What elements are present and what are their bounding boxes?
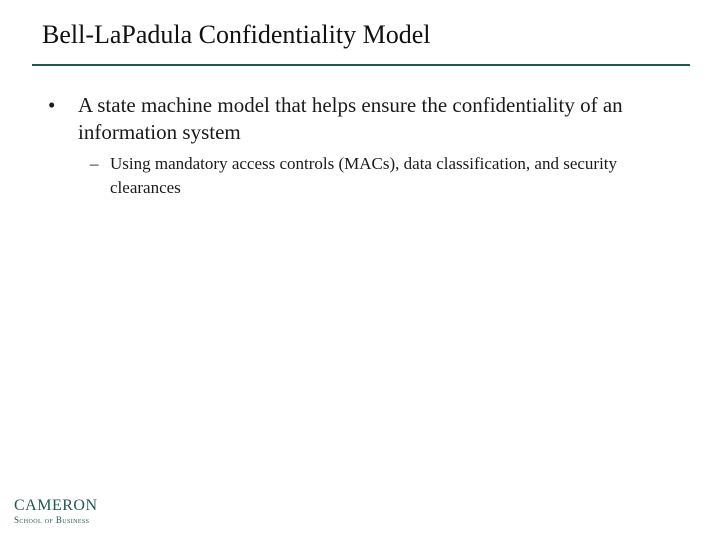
sub-bullet-item — [90, 152, 680, 200]
sub-bullet-text: Using mandatory access controls (MACs), data classification, and security clearances — [110, 154, 618, 197]
bullet-item — [48, 92, 668, 146]
logo-name: CAMERON — [14, 497, 98, 514]
title-divider — [32, 64, 690, 66]
logo-subtitle: School of Business — [14, 515, 90, 525]
sub-bullet-marker: – — [90, 154, 99, 173]
slide-title: Bell-LaPadula Confidentiality Model — [42, 20, 431, 49]
cameron-logo — [14, 498, 98, 525]
bullet-text: A state machine model that helps ensure the confidentiality of an information system — [78, 93, 623, 144]
bullet-marker: • — [48, 93, 56, 117]
